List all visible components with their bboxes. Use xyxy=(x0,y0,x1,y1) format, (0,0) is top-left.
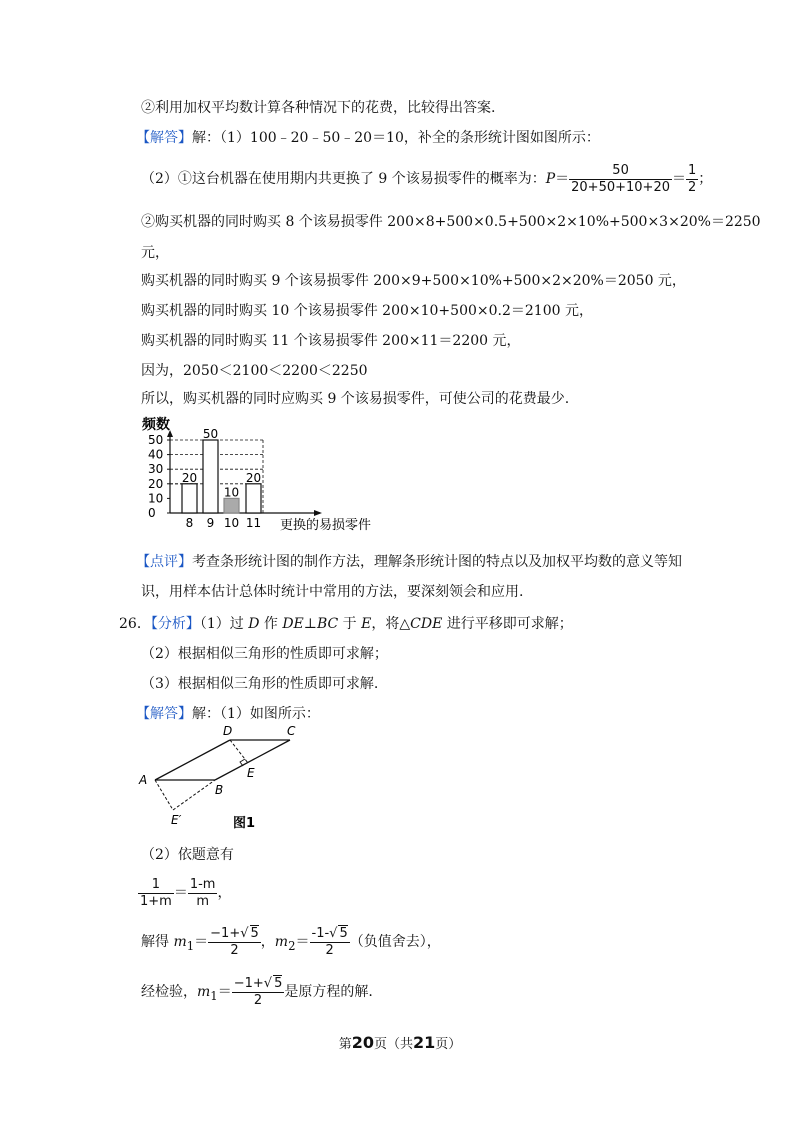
bar xyxy=(224,498,239,513)
remark-tag: 【点评】 xyxy=(136,554,192,570)
text-line: （2）根据相似三角形的性质即可求解； xyxy=(141,646,388,662)
point-label-D: D xyxy=(223,724,233,738)
bar-value-label: 50 xyxy=(202,427,219,441)
bar xyxy=(182,484,197,513)
parallelogram-figure xyxy=(135,722,335,832)
analysis-line: 26．【分析】（1）过 D 作 DE⊥BC 于 E，将△CDE 进行平移即可求解； xyxy=(119,616,573,632)
bar xyxy=(203,440,218,513)
fraction: $\frac{1-m}{m}$ xyxy=(189,876,216,909)
x-tick-label: 9 xyxy=(206,516,215,530)
bar-chart xyxy=(140,413,400,533)
probability-line: （2）①这台机器在使用期内共更换了 9 个该易损零件的概率为：P＝ $\frac{50}{20+50+10+20}$ ＝ $\frac{1}{2}$ ； xyxy=(141,162,713,195)
fraction: $\frac{-1+√ 5}{2}$ xyxy=(233,976,283,1008)
y-tick-label: 10 xyxy=(148,491,164,506)
chart-ylabel: 频数 xyxy=(142,417,170,433)
y-tick-label: 30 xyxy=(148,462,164,477)
point-label-A: A xyxy=(139,773,148,787)
point-label-B: B xyxy=(215,783,224,797)
x-tick-label: 10 xyxy=(223,516,240,530)
text-line: 购买机器的同时购买 9 个该易损零件 200×9+500×10%+500×2×20%＝2050 元， xyxy=(141,273,686,289)
total-pages: 21 xyxy=(413,1033,436,1052)
equation: $\frac{1}{1+m}$ ＝ $\frac{1-m}{m}$ ， xyxy=(140,876,232,909)
bar xyxy=(246,484,261,513)
fraction: $\frac{1}{2}$ xyxy=(688,162,697,195)
fraction: $\frac{-1-√ 5}{2}$ xyxy=(311,926,348,958)
answer-tag: 【解答】 xyxy=(136,130,192,146)
remark-line: 【点评】考查条形统计图的制作方法，理解条形统计图的特点以及加权平均数的意义等知 xyxy=(136,554,682,570)
fraction: $\frac{50}{20+50+10+20}$ xyxy=(571,162,670,195)
answer-line: 【解答】解：（1）100﹣20﹣50﹣20＝10，补全的条形统计图如图所示： xyxy=(136,130,600,146)
text-line: 购买机器的同时购买 11 个该易损零件 200×11＝2200 元， xyxy=(141,333,521,349)
solution-line: 解得 $m_1=$ $\frac{-1+√ 5}{2}$ ，$m_2=$ $\frac{-1-√ 5}{2}$ （负值舍去）， xyxy=(141,926,441,958)
text-line: 购买机器的同时购买 10 个该易损零件 200×10+500×0.2＝2100 元， xyxy=(141,303,593,319)
text-line: （3）根据相似三角形的性质即可求解. xyxy=(141,676,379,692)
x-tick-label: 8 xyxy=(185,516,194,530)
text-line: （2）依题意有 xyxy=(141,847,234,863)
bar-value-label: 10 xyxy=(223,485,240,500)
point-label-C: C xyxy=(287,724,296,738)
page-footer: 第20页（共21页） xyxy=(338,1033,462,1052)
y-tick-label: 0 xyxy=(148,506,156,520)
y-tick-label: 50 xyxy=(148,433,164,447)
fraction: $\frac{1}{1+m}$ xyxy=(140,876,172,909)
verify-line: 经检验，$m_1=$ $\frac{-1+√ 5}{2}$ 是原方程的解. xyxy=(141,976,373,1008)
point-label-E: E xyxy=(247,766,255,780)
bar-value-label: 20 xyxy=(181,470,198,485)
text-line: 所以，购买机器的同时应购买 9 个该易损零件，可使公司的花费最少. xyxy=(141,391,570,407)
analysis-tag: 【分析】 xyxy=(150,616,200,632)
text-line: 识，用样本估计总体时统计中常用的方法，要深刻领会和应用. xyxy=(141,584,524,600)
text-line: 元， xyxy=(141,245,169,261)
chart-xlabel: 更换的易损零件 xyxy=(280,518,372,533)
text-line: 因为，2050＜2100＜2200＜2250 xyxy=(141,363,368,379)
y-tick-label: 20 xyxy=(148,476,164,491)
answer-tag: 【解答】 xyxy=(136,706,192,722)
answer-line: 【解答】解：（1）如图所示： xyxy=(136,706,320,722)
page-number: 20 xyxy=(351,1033,374,1052)
x-tick-label: 11 xyxy=(245,516,262,530)
y-tick-label: 40 xyxy=(148,447,164,462)
figure-caption: 图1 xyxy=(233,816,256,831)
text-line: ②利用加权平均数计算各种情况下的花费，比较得出答案. xyxy=(141,100,496,116)
point-label-E-prime: E′ xyxy=(171,813,182,827)
bar-value-label: 20 xyxy=(245,470,262,485)
text-line: ②购买机器的同时购买 8 个该易损零件 200×8+500×0.5+500×2×10%+500×3×20%＝2250 xyxy=(141,214,761,230)
fraction: $\frac{-1+√ 5}{2}$ xyxy=(210,926,259,958)
